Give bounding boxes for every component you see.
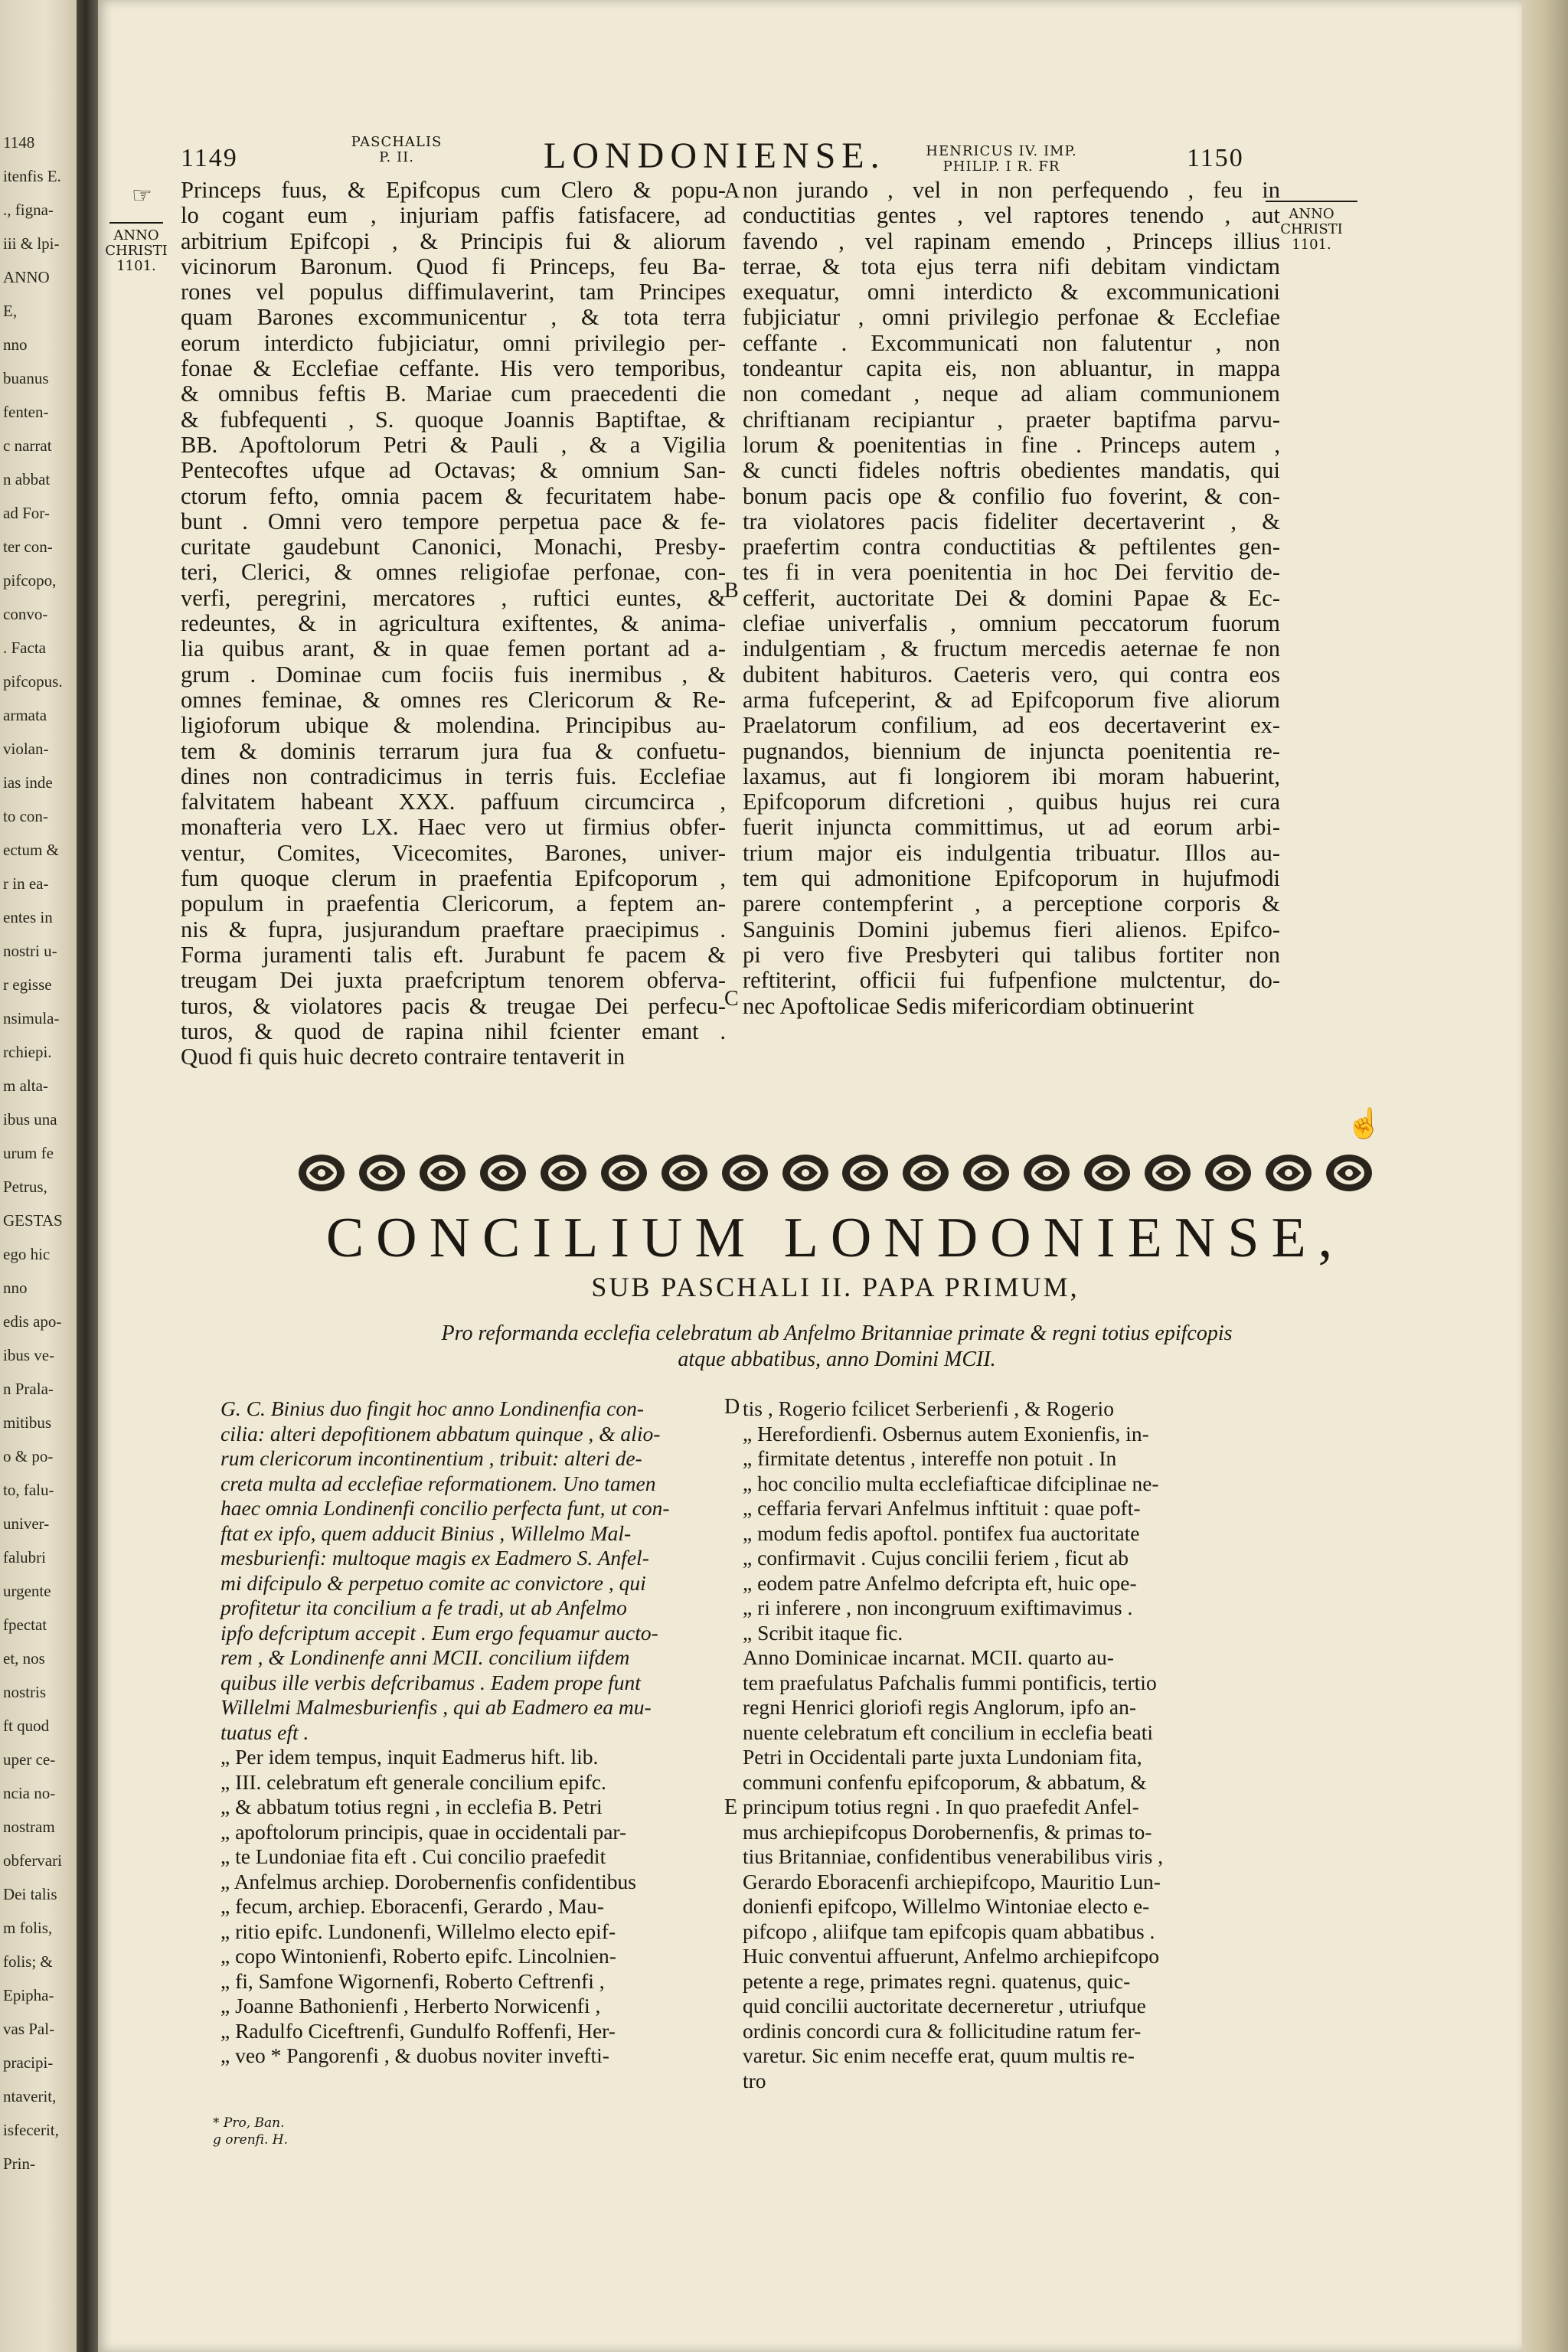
page-number-right: 1150 xyxy=(1187,144,1244,172)
left-page-fragment: n Prala- xyxy=(3,1380,54,1398)
ornament-icon xyxy=(1081,1152,1133,1194)
ornament-icon xyxy=(356,1152,408,1194)
text-line: „ ri inferere , non incongruum exiftimavimus . xyxy=(743,1596,1133,1619)
left-page-fragment: ., figna- xyxy=(3,201,54,219)
text-line: teri, Clerici, & omnes religiofae perfonae, con- xyxy=(181,559,726,586)
text-line: „ hoc concilio multa ecclefiafticae difciplinae ne- xyxy=(743,1471,1159,1495)
ornament-icon xyxy=(960,1152,1012,1194)
left-page-fragment: ibus ve- xyxy=(3,1346,55,1364)
text-line: fonae & Ecclefiae ceffante. His vero temporibus, xyxy=(181,355,726,382)
left-page-fragment: fenten- xyxy=(3,403,49,421)
margin-note-anno-left xyxy=(100,222,173,274)
left-page-fragment: Prin- xyxy=(3,2154,35,2173)
column-left-bottom xyxy=(220,1396,726,2069)
year-label: 1101. xyxy=(116,258,156,274)
section-letter-d: D xyxy=(724,1395,740,1419)
text-line: mus archiepifcopus Dorobernenfis, & primas to- xyxy=(743,1819,1152,1844)
text-line: Pentecoftes ufque ad Octavas; & omnium San- xyxy=(181,457,726,484)
text-line: & fubfequenti , S. quoque Joannis Baptiftae, & xyxy=(181,406,726,433)
text-line: trium major eis indulgentia tribuatur. Illos au- xyxy=(743,839,1280,866)
ornament-icon xyxy=(1323,1152,1375,1194)
text-line: „ Joanne Bathonienfi , Herberto Norwicenfi , xyxy=(220,1994,601,2017)
ornament-icon xyxy=(296,1152,348,1194)
ornament-icon xyxy=(598,1152,650,1194)
text-line: Gerardo Eboracenfi archiepifcopo, Mauritio Lun- xyxy=(743,1869,1161,1893)
left-page-fragment: ego hic xyxy=(3,1245,51,1263)
text-line: pugnandos, biennium de injuncta poenitentia re- xyxy=(743,737,1280,764)
column-right-bottom xyxy=(743,1396,1279,2093)
left-page-fragment: urum fe xyxy=(3,1144,54,1162)
text-line: reftiterint, officii fui fufpenfione mulctentur, do- xyxy=(743,967,1280,994)
text-line: tis , Rogerio fcilicet Serberienfi , & Rogerio xyxy=(743,1396,1114,1420)
left-page-fragment: ectum & xyxy=(3,841,59,859)
pointing-hand-icon: ☝ xyxy=(1346,1106,1383,1140)
text-line: quid concilii auctoritate decerneretur , utriufque xyxy=(743,1994,1146,2017)
text-line: dines non contradicimus in terris fuis. Ecclefiae xyxy=(181,763,726,789)
text-line: tuatus eft . xyxy=(220,1720,309,1744)
text-line: „ apoftolorum principis, quae in occidentali par- xyxy=(220,1819,627,1844)
text-line: rum clericorum incontinentium , tribuit: alteri de- xyxy=(220,1446,642,1470)
text-line: ceffante . Excommunicati non falutentur , non xyxy=(743,329,1280,356)
left-page-fragment: to con- xyxy=(3,807,48,825)
text-line: „ eodem patre Anfelmo defcripta eft, huic ope- xyxy=(743,1570,1137,1595)
text-line: eorum interdicto fubjiciatur, omni privilegio per- xyxy=(181,329,726,356)
text-line: rones vel populus diffimulaverint, tam Principes xyxy=(181,279,726,305)
text-line: profitetur ita concilium a fe tradi, ut ab Anfelmo xyxy=(220,1596,627,1619)
text-line: Princeps fuus, & Epifcopus cum Clero & popu- xyxy=(181,177,726,203)
text-line: Epifcoporum difcretioni , quibus hujus rei cura xyxy=(743,789,1280,815)
left-page-fragment: entes in xyxy=(3,908,53,926)
column-left-top xyxy=(181,178,726,1070)
text-line: „ Radulfo Ciceftrenfi, Gundulfo Roffenfi, Her- xyxy=(220,2018,616,2043)
text-line: tra violatores pacis fideliter decertaverint , & xyxy=(743,508,1280,534)
left-page-fragment: isfecerit, xyxy=(3,2121,59,2139)
text-line: pi vero five Presbyteri qui talibus fortiter non xyxy=(743,941,1280,968)
text-line: chriftianam recipiantur , praeter baptifma parvu- xyxy=(743,406,1280,433)
left-page-fragment: convo- xyxy=(3,605,48,623)
left-page-fragment: ft quod xyxy=(3,1717,50,1735)
left-page-fragment: n abbat xyxy=(3,470,51,488)
text-line: clefiae univerfalis , omnium peccatorum fuorum xyxy=(743,610,1280,637)
left-page-fragment: ias inde xyxy=(3,773,53,792)
text-line: & omnibus feftis B. Mariae cum praecedenti die xyxy=(181,381,726,407)
left-page-fragment: edis apo- xyxy=(3,1312,62,1331)
text-line: mi difcipulo & perpetuo comite ac convictore , qui xyxy=(220,1570,646,1595)
left-page-fragment: o & po- xyxy=(3,1447,54,1465)
text-line: arbitrium Epifcopi , & Principis fui & aliorum xyxy=(181,227,726,254)
running-title: LONDONIENSE. xyxy=(544,136,886,176)
ornament-icon xyxy=(537,1152,590,1194)
text-line: „ ritio epifc. Lundonenfi, Willelmo electo epif- xyxy=(220,1919,616,1943)
text-line: verfi, peregrini, mercatores , ruftici euntes, & xyxy=(181,584,726,611)
running-head-paschalis xyxy=(343,135,450,165)
council-description xyxy=(328,1321,1346,1373)
page-number-left: 1149 xyxy=(181,144,238,172)
council-subtitle: SUB PASCHALI II. PAPA PRIMUM, xyxy=(591,1272,1080,1302)
text-line: ligioforum ubique & molendina. Principibus au- xyxy=(181,712,726,739)
left-page-fragment: univer- xyxy=(3,1514,50,1533)
text-line: arma fufceperint, & ad Epifcoporum five aliorum xyxy=(743,686,1280,713)
text-line: mesburienfi: multoque magis ex Eadmero S. Anfel- xyxy=(220,1546,649,1570)
text-line: „ III. celebratum eft generale concilium epifc. xyxy=(220,1769,606,1794)
text-line: „ Anfelmus archiep. Dorobernenfis confidentibus xyxy=(220,1869,636,1893)
book-gutter xyxy=(77,0,100,2352)
footnote-line: g orenfi. H. xyxy=(213,2132,289,2148)
book-page xyxy=(98,0,1522,2352)
paschalis-number: P. II. xyxy=(379,149,414,165)
text-line: praefertim contra conductitias & peftilentes gen- xyxy=(743,534,1280,560)
text-line: ctorum fefto, omnia pacem & fecuritatem habe- xyxy=(181,482,726,509)
text-line: Petri in Occidentali parte juxta Lundoniam fita, xyxy=(743,1745,1142,1769)
text-line: BB. Apoftolorum Petri & Pauli , & a Vigilia xyxy=(181,431,726,458)
text-line: tius Britanniae, confidentibus venerabilibus viris , xyxy=(743,1844,1164,1868)
text-line: principum totius regni . In quo praefedit Anfel- xyxy=(743,1795,1139,1818)
text-line: communi confenfu epifcoporum, & abbatum, & xyxy=(743,1769,1147,1794)
text-line: varetur. Sic enim neceffe erat, quum multis re- xyxy=(743,2043,1135,2067)
text-line: nuente celebratum eft concilium in ecclefia beati xyxy=(743,1720,1153,1744)
text-line: quam Barones excommunicentur , & tota terra xyxy=(181,304,726,331)
text-line: „ confirmavit . Cujus concilii feriem , ficut ab xyxy=(743,1546,1129,1570)
ornament-icon xyxy=(1263,1152,1315,1194)
text-line: „ ceffaria fervari Anfelmus inftituit : quae poft- xyxy=(743,1496,1141,1520)
text-line: redeuntes, & in agricultura exiftentes, & anima- xyxy=(181,610,726,637)
left-page-fragment: urgente xyxy=(3,1582,51,1600)
text-line: parere contempferint , a perceptione corporis & xyxy=(743,890,1280,917)
left-page-fragment: m folis, xyxy=(3,1919,53,1937)
running-head-henricus xyxy=(910,144,1093,175)
council-description-line: Pro reformanda ecclefia celebratum ab Anfelmo Britanniae primate & regni totius epifcopis xyxy=(441,1321,1233,1345)
left-page-fragment: rchiepi. xyxy=(3,1043,52,1061)
left-page-fragment: nno xyxy=(3,1279,28,1297)
text-line: Huic conventui affuerunt, Anfelmo archiepifcopo xyxy=(743,1944,1159,1968)
left-page-fragment: fpectat xyxy=(3,1615,47,1634)
paschalis-label: PASCHALIS xyxy=(351,134,443,150)
left-page-fragment: Dei talis xyxy=(3,1885,57,1903)
text-line: grum . Dominae cum fociis fuis inermibus , & xyxy=(181,661,726,688)
left-page-fragment: m alta- xyxy=(3,1076,48,1095)
left-page-fragment: nno xyxy=(3,335,28,354)
text-line: turos, & quod de rapina nihil fcienter emant . xyxy=(181,1018,726,1044)
text-line: dubitent habituros. Caeteris vero, qui contra eos xyxy=(743,661,1280,688)
text-line: exequatur, omni interdicto & excommunicationi xyxy=(743,279,1280,305)
text-line: fum quoque clerum in praefentia Epifcoporum , xyxy=(181,865,726,892)
text-line: „ te Lundoniae fita eft . Cui concilio praefedit xyxy=(220,1844,606,1868)
column-right-top xyxy=(743,178,1280,1019)
text-line: ipfo defcriptum accepit . Eum ergo fequamur aucto- xyxy=(220,1620,658,1645)
text-line: Anno Dominicae incarnat. MCII. quarto au- xyxy=(743,1645,1114,1669)
text-line: petente a rege, primates regni. quatenus, quic- xyxy=(743,1968,1131,1993)
section-letter-a: A xyxy=(724,179,740,203)
footnote xyxy=(213,2115,288,2148)
left-page-fragment: 1148 xyxy=(3,133,35,152)
anno-label: ANNO xyxy=(113,227,159,243)
left-page-fragment: GESTAS xyxy=(3,1211,63,1230)
text-line: conductitias gentes , vel raptores tenendo , aut xyxy=(743,202,1280,229)
text-line: lia quibus arant, & in quae femen portant ad a- xyxy=(181,635,726,662)
year-label: 1101. xyxy=(1292,237,1331,253)
text-line: omnes feminae, & omnes res Clericorum & Re- xyxy=(181,686,726,713)
left-page-fragment: ibus una xyxy=(3,1110,57,1129)
text-line: indulgentiam , & fructum mercedis aeternae fe non xyxy=(743,635,1280,662)
left-page-fragment: ter con- xyxy=(3,537,53,556)
text-line: haec omnia Londinenfi concilio perfecta funt, ut con- xyxy=(220,1496,670,1520)
text-line: „ fi, Samfone Wigornenfi, Roberto Ceftrenfi , xyxy=(220,1968,605,1993)
left-page-fragment: nostri u- xyxy=(3,942,57,960)
left-page-fragment: Petrus, xyxy=(3,1178,47,1196)
text-line: „ veo * Pangorenfi , & duobus noviter invefti- xyxy=(220,2043,609,2067)
council-description-line: atque abbatibus, anno Domini MCII. xyxy=(678,1348,996,1371)
text-line: „ fecum, archiep. Eboracenfi, Gerardo , Mau- xyxy=(220,1894,604,1918)
christi-label: CHRISTI xyxy=(1280,221,1343,237)
left-page-fragment: pifcopus. xyxy=(3,672,63,691)
text-line: lorum & poenitentias in fine . Princeps autem , xyxy=(743,431,1280,458)
text-line: creta multa ad ecclefiae reformationem. Uno tamen xyxy=(220,1471,656,1495)
text-line: „ firmitate detentus , intereffe non potuit . In xyxy=(743,1446,1117,1470)
text-line: non jurando , vel in non perfequendo , feu in xyxy=(743,177,1280,203)
left-page-fragment: r in ea- xyxy=(3,874,49,893)
left-page-fragment: et, nos xyxy=(3,1649,45,1668)
text-line: fubjiciatur , omni privilegio perfonae & Ecclefiae xyxy=(743,304,1280,331)
text-line: nis & fupra, jusjurandum praeftare praecipimus . xyxy=(181,916,726,942)
footnote-line: * Pro, Ban. xyxy=(213,2115,285,2131)
ornament-band xyxy=(296,1142,1375,1204)
text-line: regni Henrici gloriofi regis Anglorum, ipfo an- xyxy=(743,1695,1136,1719)
anno-label: ANNO xyxy=(1289,206,1334,222)
ornament-icon xyxy=(416,1152,469,1194)
ornament-icon xyxy=(1202,1152,1254,1194)
left-page-fragment: uper ce- xyxy=(3,1750,56,1769)
text-line: pifcopo , aliifque tam epifcopis quam abbatibus . xyxy=(743,1919,1155,1943)
text-line: donienfi epifcopo, Willelmo Wintoniae electo e- xyxy=(743,1894,1150,1918)
left-page-fragment: itenfis E. xyxy=(3,167,61,185)
left-page-fragment: vas Pal- xyxy=(3,2020,55,2038)
left-page-fragment: iii & lpi- xyxy=(3,234,60,253)
ornament-icon xyxy=(477,1152,529,1194)
text-line: „ Herefordienfi. Osbernus autem Exonienfis, in- xyxy=(743,1421,1149,1446)
text-line: nec Apoftolicae Sedis mifericordiam obtinuerint xyxy=(743,992,1194,1019)
text-line: cefferit, auctoritate Dei & domini Papae & Ec- xyxy=(743,584,1280,611)
left-page-fragment: pracipi- xyxy=(3,2053,54,2072)
left-page-fragment: ANNO xyxy=(3,268,50,286)
text-line: populum in praefentia Clericorum, a feptem an- xyxy=(181,890,726,917)
text-line: tondeantur capita eis, non abluantur, in mappa xyxy=(743,355,1280,382)
left-page-fragment: folis; & xyxy=(3,1952,53,1971)
christi-label: CHRISTI xyxy=(105,243,168,259)
text-line: ventur, Comites, Vicecomites, Barones, univer- xyxy=(181,839,726,866)
left-page-fragment: ncia no- xyxy=(3,1784,56,1802)
left-page-sliver xyxy=(0,0,77,2352)
text-line: G. C. Binius duo fingit hoc anno Londinenfia con- xyxy=(220,1396,645,1420)
text-line: „ Scribit itaque fic. xyxy=(743,1620,903,1645)
left-page-fragment: buanus xyxy=(3,369,49,387)
text-line: Quod fi quis huic decreto contraire tentaverit in xyxy=(181,1044,626,1070)
text-line: & cuncti fideles noftris obedientes mandatis, qui xyxy=(743,457,1280,484)
text-line: fuerit injuncta committimus, ut ad eorum arbi- xyxy=(743,814,1280,841)
text-line: favendo , vel rapinam emendo , Princeps illius xyxy=(743,227,1280,254)
left-page-fragment: falubri xyxy=(3,1548,46,1566)
section-letter-e: E xyxy=(724,1795,738,1819)
text-line: turos, & violatores pacis & treugae Dei perfecu- xyxy=(181,992,726,1019)
text-line: tem & dominis terrarum jura fua & confuetu- xyxy=(181,737,726,764)
text-line: laxamus, aut fi longiorem ibi moram habuerint, xyxy=(743,763,1280,789)
text-line: treugam Dei juxta praefcriptum tenorem obferva- xyxy=(181,967,726,994)
text-line: bonum pacis ope & confilio fuo foverint, & con- xyxy=(743,482,1280,509)
text-line: Sanguinis Domini jubemus fieri alienos. Epifco- xyxy=(743,916,1280,942)
text-line: Willelmi Malmesburienfis , qui ab Eadmero ea mu- xyxy=(220,1695,652,1719)
text-line: lo cogant eum , injuriam paffis fatisfacere, ad xyxy=(181,202,726,229)
ornament-icon xyxy=(839,1152,891,1194)
left-page-fragment: mitibus xyxy=(3,1413,52,1432)
left-page-fragment: . Facta xyxy=(3,639,46,657)
text-line: terrae, & tota ejus terra nifi debitam vindictam xyxy=(743,253,1280,279)
philip-label: PHILIP. I R. FR xyxy=(942,158,1060,175)
text-line: ordinis concordi cura & follicitudine ratum fer- xyxy=(743,2018,1142,2043)
left-page-fragment: ntaverit, xyxy=(3,2087,57,2105)
text-line: „ modum fedis apoftol. pontifex fua auctoritate xyxy=(743,1521,1140,1545)
ornament-icon xyxy=(779,1152,831,1194)
left-page-fragment: nostris xyxy=(3,1683,47,1701)
ornament-icon xyxy=(719,1152,771,1194)
left-page-fragment: r egisse xyxy=(3,975,52,994)
ornament-icon xyxy=(1021,1152,1073,1194)
text-line: rem , & Londinenfe anni MCII. concilium iifdem xyxy=(220,1645,630,1669)
section-letter-b: B xyxy=(724,579,739,603)
text-line: quibus ille verbis defcribamus . Eadem prope funt xyxy=(220,1670,641,1694)
ornament-icon xyxy=(1142,1152,1194,1194)
left-page-fragment: to, falu- xyxy=(3,1481,54,1499)
section-letter-c: C xyxy=(724,987,739,1011)
text-line: ftat ex ipfo, quem adducit Binius , Willelmo Mal- xyxy=(220,1521,632,1545)
text-line: tem qui admonitione Epifcoporum in hujufmodi xyxy=(743,865,1280,892)
left-page-fragment: obfervari xyxy=(3,1851,62,1870)
text-line: bunt . Omni vero tempore perpetua pace & fe- xyxy=(181,508,726,534)
left-page-fragment: Epipha- xyxy=(3,1986,54,2004)
margin-rule xyxy=(109,222,163,224)
left-page-fragment: E, xyxy=(3,302,18,320)
henricus-label: HENRICUS IV. IMP. xyxy=(926,143,1077,159)
text-line: cilia: alteri depofitionem abbatum quinque , & alio- xyxy=(220,1421,661,1446)
right-page-edge xyxy=(1522,0,1568,2352)
left-page-fragment: c narrat xyxy=(3,436,52,455)
pointing-hand-icon: ☞ xyxy=(132,182,152,209)
text-line: tem praefulatus Pafchalis fummi pontificis, tertio xyxy=(743,1670,1157,1694)
text-line: vicinorum Baronum. Quod fi Princeps, feu Ba- xyxy=(181,253,726,279)
left-page-fragment: nsimula- xyxy=(3,1009,60,1027)
text-line: „ copo Wintonienfi, Roberto epifc. Lincolnien- xyxy=(220,1944,616,1968)
text-line: non comedant , neque ad aliam communionem xyxy=(743,381,1280,407)
left-page-fragment: armata xyxy=(3,706,47,724)
council-title: CONCILIUM LONDONIENSE, xyxy=(325,1207,1345,1269)
left-page-fragment: ad For- xyxy=(3,504,50,522)
text-line: falvitatem habeant XXX. paffuum circumcirca , xyxy=(181,789,726,815)
ornament-icon xyxy=(658,1152,710,1194)
left-page-fragment: violan- xyxy=(3,740,49,758)
text-line: Forma juramenti talis eft. Jurabunt fe pacem & xyxy=(181,941,726,968)
left-page-fragment: pifcopo, xyxy=(3,571,57,590)
text-line: „ & abbatum totius regni , in ecclefia B. Petri xyxy=(220,1795,603,1818)
text-line: curitate gaudebunt Canonici, Monachi, Presby- xyxy=(181,534,726,560)
text-line: „ Per idem tempus, inquit Eadmerus hift. lib. xyxy=(220,1745,599,1769)
text-line: tro xyxy=(743,2068,766,2092)
ornament-icon xyxy=(900,1152,952,1194)
text-line: Praelatorum confilium, ad eos decertaverint ex- xyxy=(743,712,1280,739)
text-line: tes fi in vera poenitentia in hoc Dei fervitio de- xyxy=(743,559,1280,586)
text-line: monafteria vero LX. Haec vero ut firmius obfer- xyxy=(181,814,726,841)
left-page-fragment: nostram xyxy=(3,1818,55,1836)
